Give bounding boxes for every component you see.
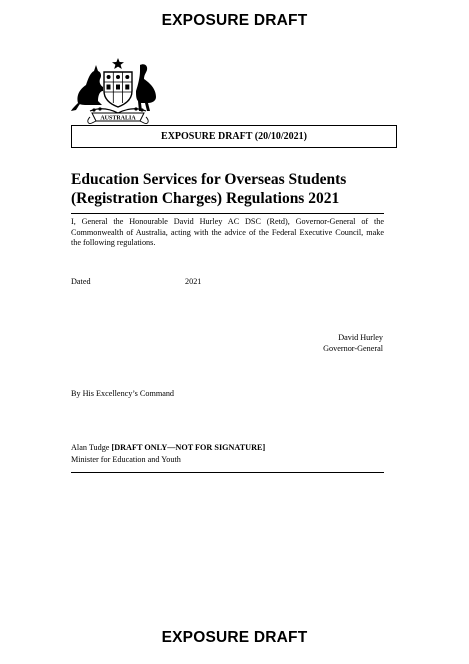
title-line-1: Education Services for Overseas Students xyxy=(71,171,347,188)
exposure-draft-footer: EXPOSURE DRAFT xyxy=(161,629,308,646)
command-line: By His Excellency’s Command xyxy=(71,389,175,398)
coat-of-arms-icon xyxy=(70,55,166,127)
draft-note: [DRAFT ONLY—NOT FOR SIGNATURE] xyxy=(111,443,266,452)
document-title xyxy=(71,170,391,208)
enacting-recital: I, General the Honourable David Hurley AC DSC (Retd), Governor-General of the Commonwealth of Australia, acting with the advice of the Federal Executive Council, make the following regulations. xyxy=(71,217,384,247)
dated-label: Dated xyxy=(71,277,91,286)
exposure-draft-header: EXPOSURE DRAFT xyxy=(161,12,308,29)
minister-name: Alan Tudge xyxy=(71,443,110,452)
exposure-draft-date-box xyxy=(71,125,397,148)
minister-role: Minister for Education and Youth xyxy=(71,455,181,464)
title-line-2: (Registration Charges) Regulations 2021 xyxy=(71,190,340,207)
title-divider xyxy=(71,213,384,214)
minister-line xyxy=(71,443,265,454)
crest-banner-text: AUSTRALIA xyxy=(100,115,136,122)
draft-date-label: EXPOSURE DRAFT (20/10/2021) xyxy=(161,131,307,142)
signatory-name: David Hurley xyxy=(338,333,383,342)
signature-divider xyxy=(71,472,384,473)
signatory-title: Governor-General xyxy=(323,344,383,353)
dated-year: 2021 xyxy=(185,277,202,286)
